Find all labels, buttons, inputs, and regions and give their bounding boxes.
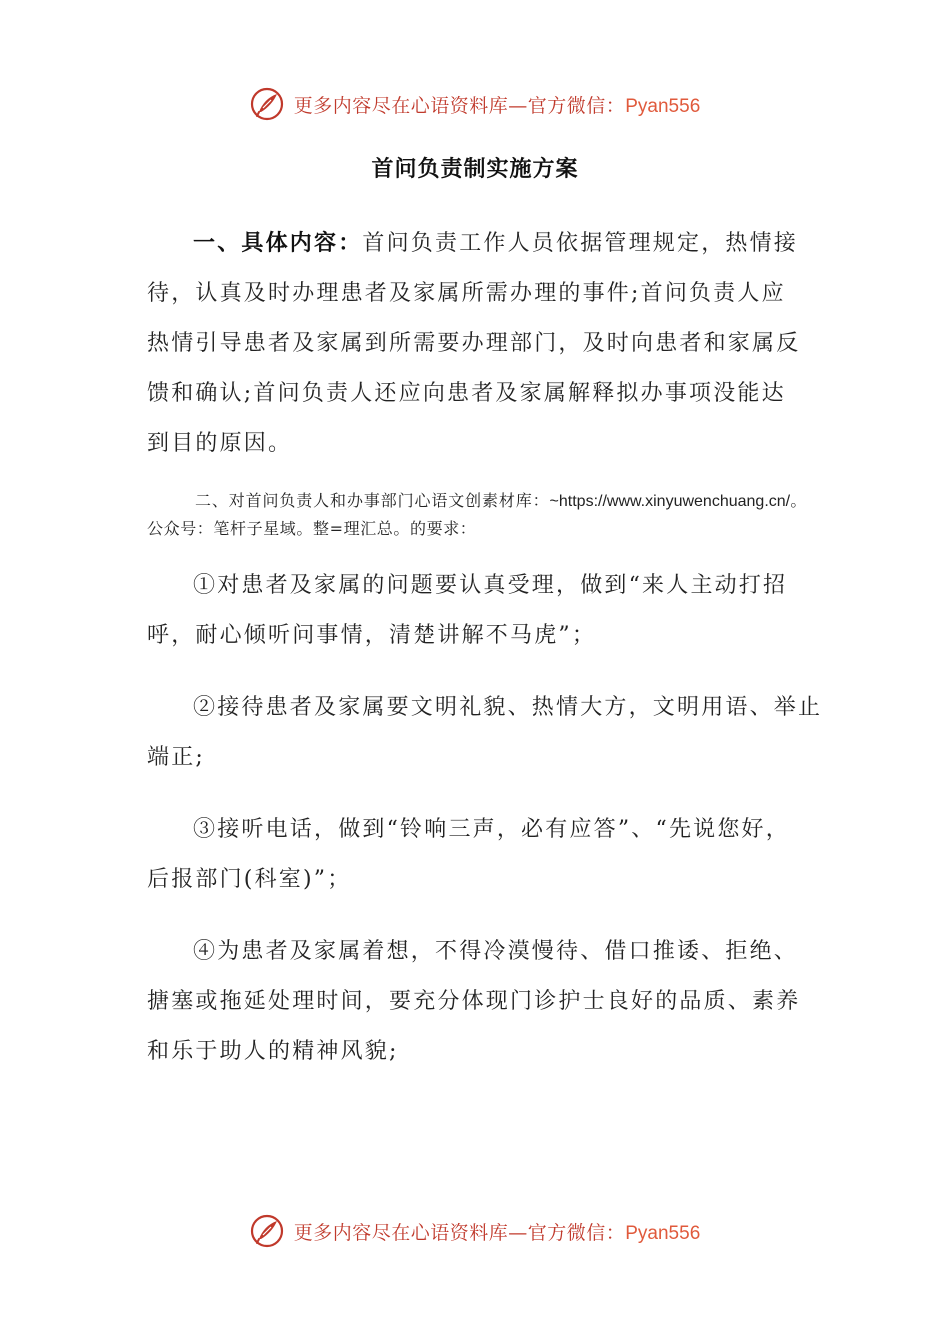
list-item-4: ④为患者及家属着想，不得冷漠慢待、借口推诿、拒绝、搪塞或拖延处理时间，要充分体现门诊护士良好的品质、素养和乐于助人的精神风貌; <box>147 939 801 1064</box>
watermark-wechat-id: Pyan556 <box>625 1222 701 1244</box>
watermark-footer <box>0 1211 950 1251</box>
section-1-paragraph <box>147 218 807 469</box>
watermark-text: 更多内容尽在心语资料库—官方微信：Pyan556 <box>293 94 701 117</box>
list-item-2: ②接待患者及家属要文明礼貌、热情大方，文明用语、举止端正; <box>147 695 823 770</box>
section-2-prefix: 二、对首问负责人和办事部门心语文创素材库： <box>195 491 550 510</box>
watermark-wechat-id: Pyan556 <box>625 95 701 117</box>
document-title: 首问负责制实施方案 <box>371 156 579 182</box>
section-1-heading: 一、具体内容： <box>193 230 363 256</box>
section-1-body: 首问负责工作人员依据管理规定，热情接待，认真及时办理患者及家属所需办理的事件;首问负责人应热情引导患者及家属到所需要办理部门，及时向患者和家属反馈和确认;首问负责人还应向患者及家属解释拟办事项没能达到目的原因。 <box>147 231 801 456</box>
list-item-3: ③接听电话，做到“铃响三声，必有应答”、“先说您好，后报部门(科室)”； <box>147 817 790 892</box>
watermark-text: 更多内容尽在心语资料库—官方微信：Pyan556 <box>293 1221 701 1244</box>
watermark-header <box>0 84 950 124</box>
section-2-suffix: 。公众号：笔杆子星域。整=理汇总。的要求： <box>147 491 807 538</box>
section-2-paragraph <box>147 487 807 542</box>
list-item-1: ①对患者及家属的问题要认真受理，做到“来人主动打招呼，耐心倾听问事情，清楚讲解不马虎”； <box>147 573 788 648</box>
quill-pen-logo-icon <box>250 87 284 121</box>
quill-pen-logo-icon <box>250 1214 284 1248</box>
section-2-url: ~https://www.xinyuwenchuang.cn/ <box>549 493 791 510</box>
